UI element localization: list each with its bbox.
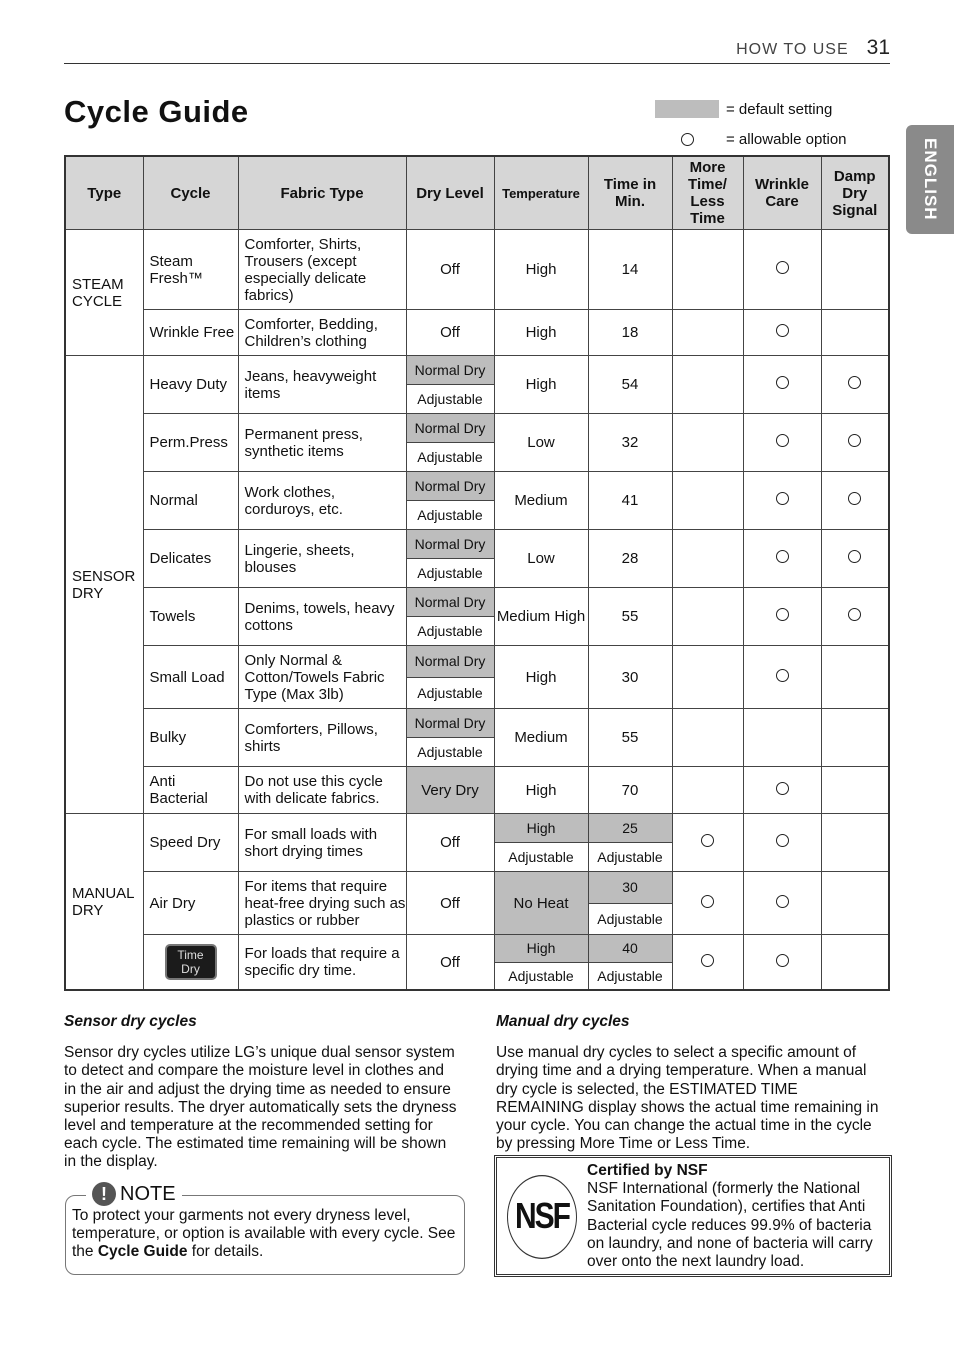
time-cell [588, 814, 672, 872]
cell-value: 18 [621, 324, 639, 341]
cell-value: Off [440, 894, 460, 912]
more-cell [672, 588, 743, 646]
manual-heading: Manual dry cycles [496, 1013, 630, 1030]
circle-icon [776, 954, 789, 967]
cycle-cell: Small Load [143, 646, 238, 709]
circle-icon [701, 954, 714, 967]
cell-value: Medium High [496, 608, 586, 625]
section-label: HOW TO USE [736, 41, 849, 58]
table-row [65, 414, 889, 472]
fabric-cell: Work clothes, corduroys, etc. [238, 472, 406, 530]
dry-cell [406, 709, 494, 767]
language-tab: ENGLISH [906, 125, 954, 234]
dry-cell [406, 230, 494, 310]
table-row [65, 709, 889, 767]
cycle-cell: Wrinkle Free [143, 310, 238, 356]
more-cell [672, 414, 743, 472]
split-cell [407, 709, 494, 766]
damp-cell [821, 310, 889, 356]
fabric-cell: Jeans, heavyweight items [238, 356, 406, 414]
cell-value: 32 [621, 434, 639, 451]
note-text: To protect your garments not every dryness level, temperature, or option is available with every cycle. See the [72, 1207, 456, 1260]
dry-cell [406, 646, 494, 709]
time-cell [588, 709, 672, 767]
sensor-heading: Sensor dry cycles [64, 1013, 197, 1030]
wrinkle-cell [743, 814, 821, 872]
cycle-cell: Normal [143, 472, 238, 530]
cell-value: 70 [621, 781, 639, 799]
more-cell [672, 935, 743, 991]
wrinkle-cell [743, 709, 821, 767]
circle-icon [776, 608, 789, 621]
circle-icon [776, 376, 789, 389]
wrinkle-cell [743, 356, 821, 414]
cell-value: Adjustable [495, 962, 588, 990]
manual-dry-section [496, 1013, 888, 1153]
exclamation-icon: ! [92, 1182, 116, 1206]
cell-value: Medium [514, 492, 568, 509]
cell-value: Low [527, 434, 555, 451]
cell-value: 54 [621, 376, 639, 393]
type-cell: STEAM CYCLE [65, 230, 143, 356]
cell-value: Normal Dry [407, 588, 494, 616]
time-cell [588, 588, 672, 646]
split-cell [589, 814, 672, 871]
cell-value: Normal Dry [407, 356, 494, 384]
cell-value: Adjustable [589, 962, 672, 990]
table-row [65, 588, 889, 646]
temp-cell [494, 472, 588, 530]
circle-icon [776, 834, 789, 847]
dry-cell [406, 356, 494, 414]
cell-value: Normal Dry [407, 646, 494, 677]
more-cell [672, 356, 743, 414]
note-box [65, 1183, 465, 1275]
more-cell [672, 230, 743, 310]
legend-default: = default setting [726, 100, 833, 118]
legend [655, 94, 847, 154]
temp-cell [494, 310, 588, 356]
cell-value: Normal Dry [407, 472, 494, 500]
temp-cell [494, 530, 588, 588]
fabric-cell: Only Normal & Cotton/Towels Fabric Type (Max 3lb) [238, 646, 406, 709]
cycle-cell: Anti Bacterial [143, 767, 238, 814]
temp-cell [494, 872, 588, 935]
cell-value: 55 [621, 608, 639, 625]
dry-cell [406, 414, 494, 472]
table-row [65, 530, 889, 588]
temp-cell [494, 588, 588, 646]
dry-cell [406, 872, 494, 935]
column-header: Cycle [143, 156, 238, 230]
circle-icon [776, 782, 789, 795]
cell-value: Adjustable [407, 558, 494, 587]
cell-value: Off [440, 324, 460, 341]
manual-body: Use manual dry cycles to select a specific amount of drying time and a drying temperature. When a manual dry cycle is selected, the ESTIMATED TIME REMAINING display shows the actual time remaining in your cycle. You can change the actual time in the cycle by pressing More Time or Less Time. [496, 1044, 879, 1153]
cycle-cell: Heavy Duty [143, 356, 238, 414]
cell-value: Off [440, 834, 460, 851]
damp-cell [821, 472, 889, 530]
cell-value: Medium [514, 729, 568, 746]
circle-icon [776, 434, 789, 447]
nsf-box [494, 1155, 892, 1277]
split-cell [407, 646, 494, 708]
cycle-cell: Air Dry [143, 872, 238, 935]
damp-cell [821, 709, 889, 767]
cell-value: High [495, 814, 588, 842]
cell-value: Adjustable [589, 842, 672, 871]
split-cell [407, 356, 494, 413]
fabric-cell: For loads that require a specific dry time. [238, 935, 406, 991]
dry-cell [406, 814, 494, 872]
split-cell [407, 414, 494, 471]
split-cell [495, 814, 588, 871]
column-header: More Time/ Less Time [672, 156, 743, 230]
table-row [65, 872, 889, 935]
type-cell: SENSOR DRY [65, 356, 143, 814]
circle-icon [776, 669, 789, 682]
damp-cell [821, 414, 889, 472]
note-title: NOTE [120, 1183, 176, 1205]
sensor-body: Sensor dry cycles utilize LG’s unique dual sensor system to detect and compare the moisture level in clothes and in the air and adjust the drying time as needed to ensure superior results. The dryer automatically sets the dryness level and temperature at the recommended setting for each cycle. The estimated time remaining will be shown in the display. [64, 1044, 457, 1171]
cell-value: Normal Dry [407, 530, 494, 558]
cell-value: Adjustable [407, 737, 494, 766]
table-row [65, 230, 889, 310]
temp-cell [494, 814, 588, 872]
cell-value: Adjustable [407, 500, 494, 529]
cell-value: Off [440, 953, 460, 971]
split-cell [407, 588, 494, 645]
cell-value: Adjustable [495, 842, 588, 871]
damp-cell [821, 935, 889, 991]
wrinkle-cell [743, 767, 821, 814]
table-row [65, 356, 889, 414]
column-header: Time in Min. [588, 156, 672, 230]
time-cell [588, 872, 672, 935]
more-cell [672, 872, 743, 935]
circle-icon [681, 133, 694, 146]
cell-value: 41 [621, 492, 639, 509]
note-bold: Cycle Guide [97, 1243, 188, 1260]
type-cell: MANUAL DRY [65, 814, 143, 991]
temp-cell [494, 935, 588, 991]
wrinkle-cell [743, 872, 821, 935]
circle-icon [701, 834, 714, 847]
cell-value: High [525, 781, 557, 799]
circle-icon [776, 261, 789, 274]
fabric-cell: Lingerie, sheets, blouses [238, 530, 406, 588]
temp-cell [494, 646, 588, 709]
table-row [65, 935, 889, 991]
cell-value: 55 [621, 729, 639, 746]
legend-allowable: = allowable option [726, 130, 847, 148]
column-header: Wrinkle Care [743, 156, 821, 230]
time-cell [588, 530, 672, 588]
circle-icon [701, 895, 714, 908]
sensor-dry-section [64, 1013, 459, 1172]
cell-value: Adjustable [407, 677, 494, 709]
table-row [65, 310, 889, 356]
temp-cell [494, 709, 588, 767]
note-text-end: for details. [187, 1243, 264, 1260]
temp-cell [494, 356, 588, 414]
temp-cell [494, 230, 588, 310]
cell-value: Adjustable [407, 384, 494, 413]
wrinkle-cell [743, 230, 821, 310]
wrinkle-cell [743, 472, 821, 530]
cell-value: Low [527, 550, 555, 567]
nsf-logo: NSF [507, 1175, 577, 1259]
split-cell [589, 935, 672, 989]
fabric-cell: Comforters, Pillows, shirts [238, 709, 406, 767]
damp-cell [821, 356, 889, 414]
page-header [736, 36, 890, 60]
temp-cell [494, 414, 588, 472]
time-cell [588, 472, 672, 530]
more-cell [672, 767, 743, 814]
more-cell [672, 472, 743, 530]
damp-cell [821, 588, 889, 646]
circle-icon [848, 608, 861, 621]
time-cell [588, 935, 672, 991]
wrinkle-cell [743, 935, 821, 991]
cell-value: Adjustable [589, 903, 672, 935]
time-cell [588, 767, 672, 814]
circle-icon [776, 550, 789, 563]
column-header: Type [65, 156, 143, 230]
column-header: Temperature [494, 156, 588, 230]
circle-icon [848, 376, 861, 389]
split-cell [495, 935, 588, 989]
cell-value: Off [440, 261, 460, 278]
cell-value: 28 [621, 550, 639, 567]
cycle-cell: Speed Dry [143, 814, 238, 872]
default-swatch [655, 100, 719, 118]
wrinkle-cell [743, 646, 821, 709]
column-header: Damp Dry Signal [821, 156, 889, 230]
more-cell [672, 709, 743, 767]
circle-icon [776, 492, 789, 505]
nsf-heading: Certified by NSF [587, 1162, 708, 1179]
cycle-cell: Bulky [143, 709, 238, 767]
dry-cell [406, 310, 494, 356]
split-cell [589, 872, 672, 934]
page-number: 31 [866, 36, 890, 59]
time-cell [588, 230, 672, 310]
cycle-cell: Delicates [143, 530, 238, 588]
nsf-body: NSF International (formerly the National Sanitation Foundation), certifies that Anti Bacterial cycle reduces 99.9% of bacteria on laundry, and none of bacteria will carry over onto the next laundry load. [587, 1180, 873, 1271]
damp-cell [821, 230, 889, 310]
page-title: Cycle Guide [64, 94, 249, 129]
more-cell [672, 530, 743, 588]
fabric-cell: Denims, towels, heavy cottons [238, 588, 406, 646]
cell-value: Adjustable [407, 616, 494, 645]
dry-cell [406, 935, 494, 991]
cell-value: Normal Dry [407, 414, 494, 442]
cell-value: High [525, 324, 557, 341]
fabric-cell: Permanent press, synthetic items [238, 414, 406, 472]
dry-cell [406, 588, 494, 646]
damp-cell [821, 530, 889, 588]
cycle-guide-table [64, 155, 890, 991]
damp-cell [821, 814, 889, 872]
wrinkle-cell [743, 310, 821, 356]
wrinkle-cell [743, 414, 821, 472]
cell-value: 40 [589, 935, 672, 962]
circle-icon [848, 434, 861, 447]
temp-cell [494, 767, 588, 814]
cell-value: 30 [589, 872, 672, 903]
cell-value: High [525, 668, 557, 686]
cell-value: 14 [621, 261, 639, 278]
dry-cell [406, 530, 494, 588]
cell-value: 25 [589, 814, 672, 842]
cell-value: Normal Dry [407, 709, 494, 737]
damp-cell [821, 767, 889, 814]
circle-icon [848, 550, 861, 563]
fabric-cell: For small loads with short drying times [238, 814, 406, 872]
damp-cell [821, 872, 889, 935]
cell-value: High [525, 261, 557, 278]
cycle-cell: Steam Fresh™ [143, 230, 238, 310]
time-cell [588, 356, 672, 414]
cycle-cell [143, 935, 238, 991]
time-dry-button: Time Dry [165, 944, 217, 980]
cell-value: No Heat [495, 872, 588, 934]
table-row [65, 767, 889, 814]
column-header: Dry Level [406, 156, 494, 230]
cell-value: Very Dry [407, 767, 494, 813]
split-cell [407, 472, 494, 529]
table-row [65, 646, 889, 709]
cell-value: High [525, 376, 557, 393]
fabric-cell: Comforter, Shirts, Trousers (except especially delicate fabrics) [238, 230, 406, 310]
wrinkle-cell [743, 530, 821, 588]
fabric-cell: Do not use this cycle with delicate fabrics. [238, 767, 406, 814]
header-rule [64, 63, 890, 64]
more-cell [672, 310, 743, 356]
table-row [65, 814, 889, 872]
fabric-cell: Comforter, Bedding, Children’s clothing [238, 310, 406, 356]
more-cell [672, 646, 743, 709]
circle-icon [776, 324, 789, 337]
split-cell [407, 530, 494, 587]
damp-cell [821, 646, 889, 709]
time-cell [588, 414, 672, 472]
cell-value: Adjustable [407, 442, 494, 471]
circle-icon [848, 492, 861, 505]
column-header: Fabric Type [238, 156, 406, 230]
fabric-cell: For items that require heat-free drying such as plastics or rubber [238, 872, 406, 935]
wrinkle-cell [743, 588, 821, 646]
cycle-cell: Perm.Press [143, 414, 238, 472]
cell-value: 30 [621, 668, 639, 686]
more-cell [672, 814, 743, 872]
cycle-cell: Towels [143, 588, 238, 646]
time-cell [588, 310, 672, 356]
table-row [65, 472, 889, 530]
time-cell [588, 646, 672, 709]
dry-cell [406, 472, 494, 530]
cell-value: High [495, 935, 588, 962]
dry-cell [406, 767, 494, 814]
circle-icon [776, 895, 789, 908]
